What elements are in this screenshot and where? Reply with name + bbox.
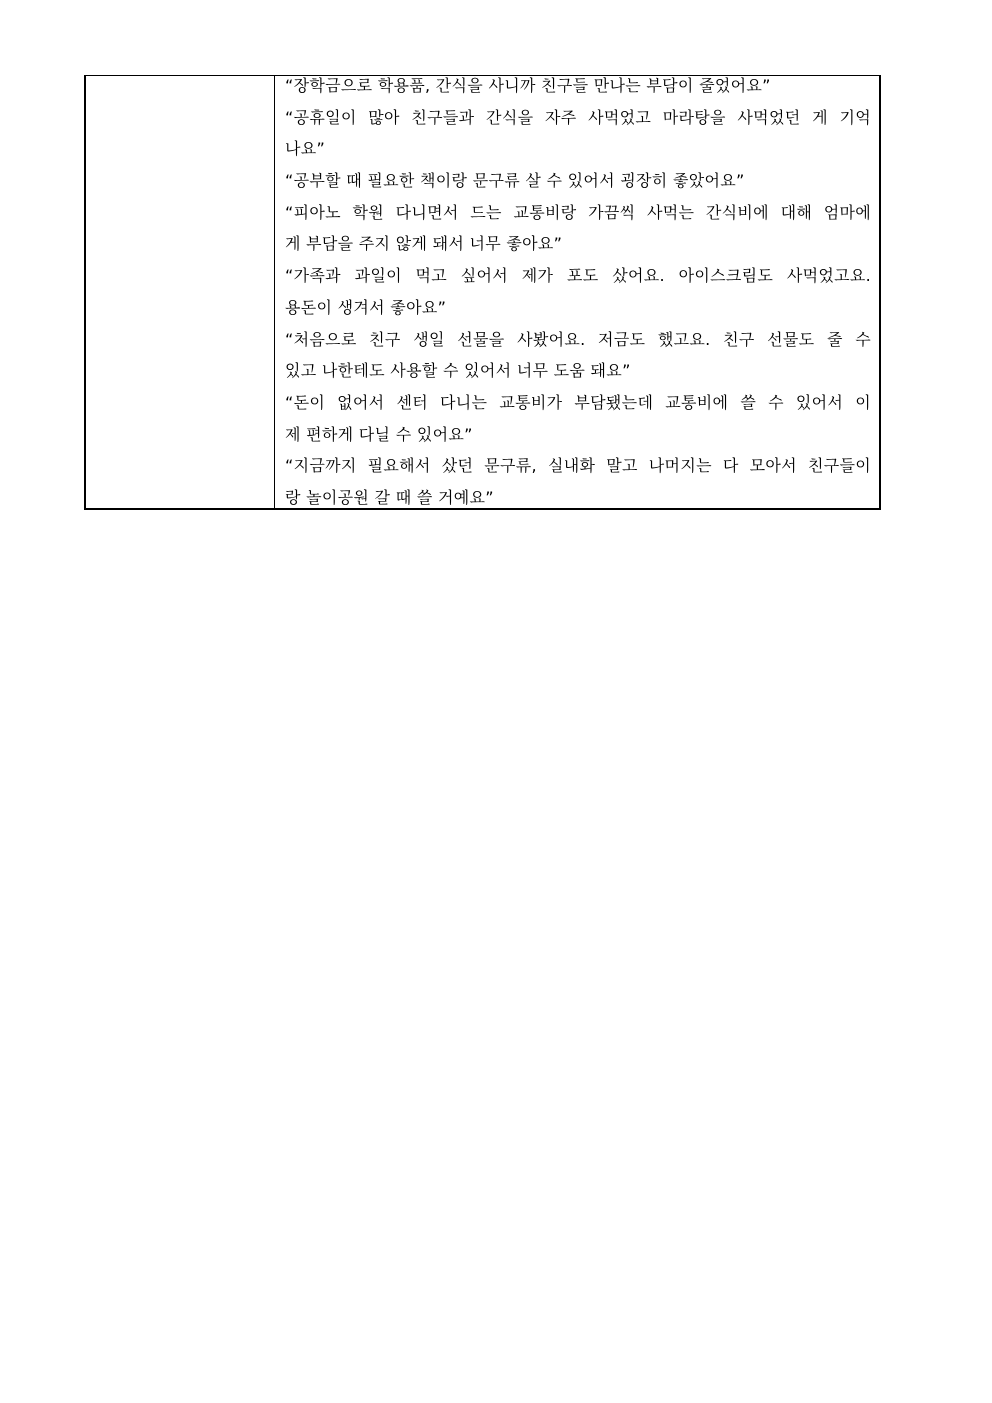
- quote-item: [285, 165, 871, 197]
- quote-line: 있고 나한테도 사용할 수 있어서 너무 도움 돼요”: [285, 361, 631, 381]
- quote-line: “공휴일이 많아 친구들과 간식을 자주 사먹었고 마라탕을 사먹었던 게 기억: [285, 107, 871, 127]
- quote-line: 용돈이 생겨서 좋아요”: [285, 297, 447, 317]
- quote-line: 나요”: [285, 139, 326, 159]
- quote-line: “장학금으로 학용품, 간식을 사니까 친구들 만나는 부담이 줄었어요”: [285, 76, 771, 95]
- quote-item: [285, 102, 871, 165]
- quote-item: [285, 450, 871, 513]
- quote-item: [285, 324, 871, 387]
- quote-item: [285, 70, 871, 102]
- quote-line: “지금까지 필요해서 샀던 문구류, 실내화 말고 나머지는 다 모아서 친구들이: [285, 456, 871, 476]
- quote-line: 게 부담을 주지 않게 돼서 너무 좋아요”: [285, 234, 563, 254]
- quote-line: “처음으로 친구 생일 선물을 사봤어요. 저금도 했고요. 친구 선물도 줄 수: [285, 329, 871, 349]
- quote-item: [285, 197, 871, 260]
- quotes-table: [84, 75, 881, 510]
- quote-line: 랑 놀이공원 갈 때 쓸 거예요”: [285, 487, 494, 507]
- table-quotes-cell: [285, 70, 871, 514]
- quote-line: “가족과 과일이 먹고 싶어서 제가 포도 샀어요. 아이스크림도 사먹었고요.: [285, 266, 871, 286]
- quote-item: [285, 387, 871, 450]
- quote-item: [285, 260, 871, 323]
- quote-line: “공부할 때 필요한 책이랑 문구류 살 수 있어서 굉장히 좋았어요”: [285, 171, 745, 191]
- table-label-cell: [86, 76, 275, 508]
- quote-line: “피아노 학원 다니면서 드는 교통비랑 가끔씩 사먹는 간식비에 대해 엄마에: [285, 202, 871, 222]
- quote-line: 제 편하게 다닐 수 있어요”: [285, 424, 473, 444]
- quote-line: “돈이 없어서 센터 다니는 교통비가 부담됐는데 교통비에 쓸 수 있어서 이: [285, 392, 871, 412]
